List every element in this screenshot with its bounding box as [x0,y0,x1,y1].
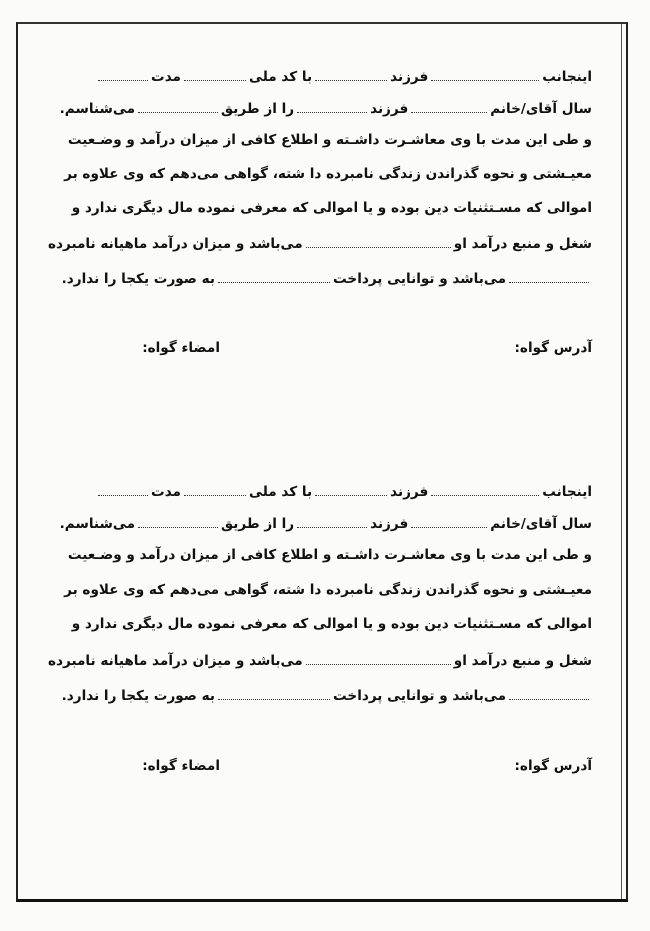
s1-line-5: اموالی که مسـتثنیات دین بوده و یا اموالی که معرفی نموده مال دیگری ندارد و [71,200,592,216]
s1-name-field[interactable] [431,66,539,81]
s1-father-field[interactable] [315,66,387,81]
s2-job-field[interactable] [306,650,451,665]
s1-signature-label: امضاء گواه: [142,340,220,356]
s1-line-6: شغل و منبع درآمد او می‌باشد و میزان درآمد ماهیانه نامبرده [48,233,592,254]
s2-father-field[interactable] [315,481,387,496]
s2-national-id-field[interactable] [184,481,246,496]
s2-signature-label: امضاء گواه: [142,758,220,774]
s2-income-field[interactable] [509,685,589,700]
s1-duration-field[interactable] [98,66,148,81]
s2-line-5: اموالی که مسـتثنیات دین بوده و یا اموالی که معرفی نموده مال دیگری ندارد و [71,616,592,632]
s1-line-2 [48,98,592,119]
s2-line-2: سال آقای/خانم فرزند را از طریق می‌شناسم. [48,513,592,534]
s1-person-father-field[interactable] [297,98,367,113]
s2-via-field[interactable] [138,513,218,528]
s1-via-field[interactable] [138,98,218,113]
s1-person-field[interactable] [411,98,487,113]
s1-line-4: معیـشتی و نحوه گذراندن زندگی نامبرده دا شته، گواهی می‌دهم که وی علاوه بر [64,166,592,182]
s1-line-3: و طی این مدت با وی معاشـرت داشـته و اطلاع کافی از میزان درآمد و وضـعیت [67,132,592,148]
s1-l2-d: می‌شناسم. [59,101,136,117]
s1-l2-b: فرزند [370,101,409,117]
s1-l1-b: فرزند [390,69,429,85]
s1-address-label: آدرس گواه: [514,340,592,356]
s1-line-1 [48,66,592,87]
s2-name-field[interactable] [431,481,539,496]
s2-line-3: و طی این مدت با وی معاشـرت داشـته و اطلاع کافی از میزان درآمد و وضـعیت [67,547,592,563]
s1-l2-c: را از طریق [221,101,295,117]
s1-l1-c: با کد ملی [248,69,313,85]
s1-line-7: می‌باشد و توانایی پرداخت به صورت یکجا را ندارد. [48,268,592,289]
s2-line-4: معیـشتی و نحوه گذراندن زندگی نامبرده دا شته، گواهی می‌دهم که وی علاوه بر [64,582,592,598]
s2-line-6: شغل و منبع درآمد او می‌باشد و میزان درآمد ماهیانه نامبرده [48,650,592,671]
s1-l2-a: سال آقای/خانم [490,101,592,117]
s1-national-id-field[interactable] [184,66,246,81]
s2-person-field[interactable] [411,513,487,528]
s2-duration-field[interactable] [98,481,148,496]
s1-job-field[interactable] [306,233,451,248]
s2-amount-field[interactable] [218,685,330,700]
s2-person-father-field[interactable] [297,513,367,528]
s1-l1-d: مدت [151,69,181,85]
s1-amount-field[interactable] [218,268,330,283]
s2-line-1: اینجانب فرزند با کد ملی مدت [48,481,592,502]
s1-l1-a: اینجانب [542,69,592,85]
s2-address-label: آدرس گواه: [514,758,592,774]
s2-line-7: می‌باشد و توانایی پرداخت به صورت یکجا را ندارد. [48,685,592,706]
s1-income-field[interactable] [509,268,589,283]
